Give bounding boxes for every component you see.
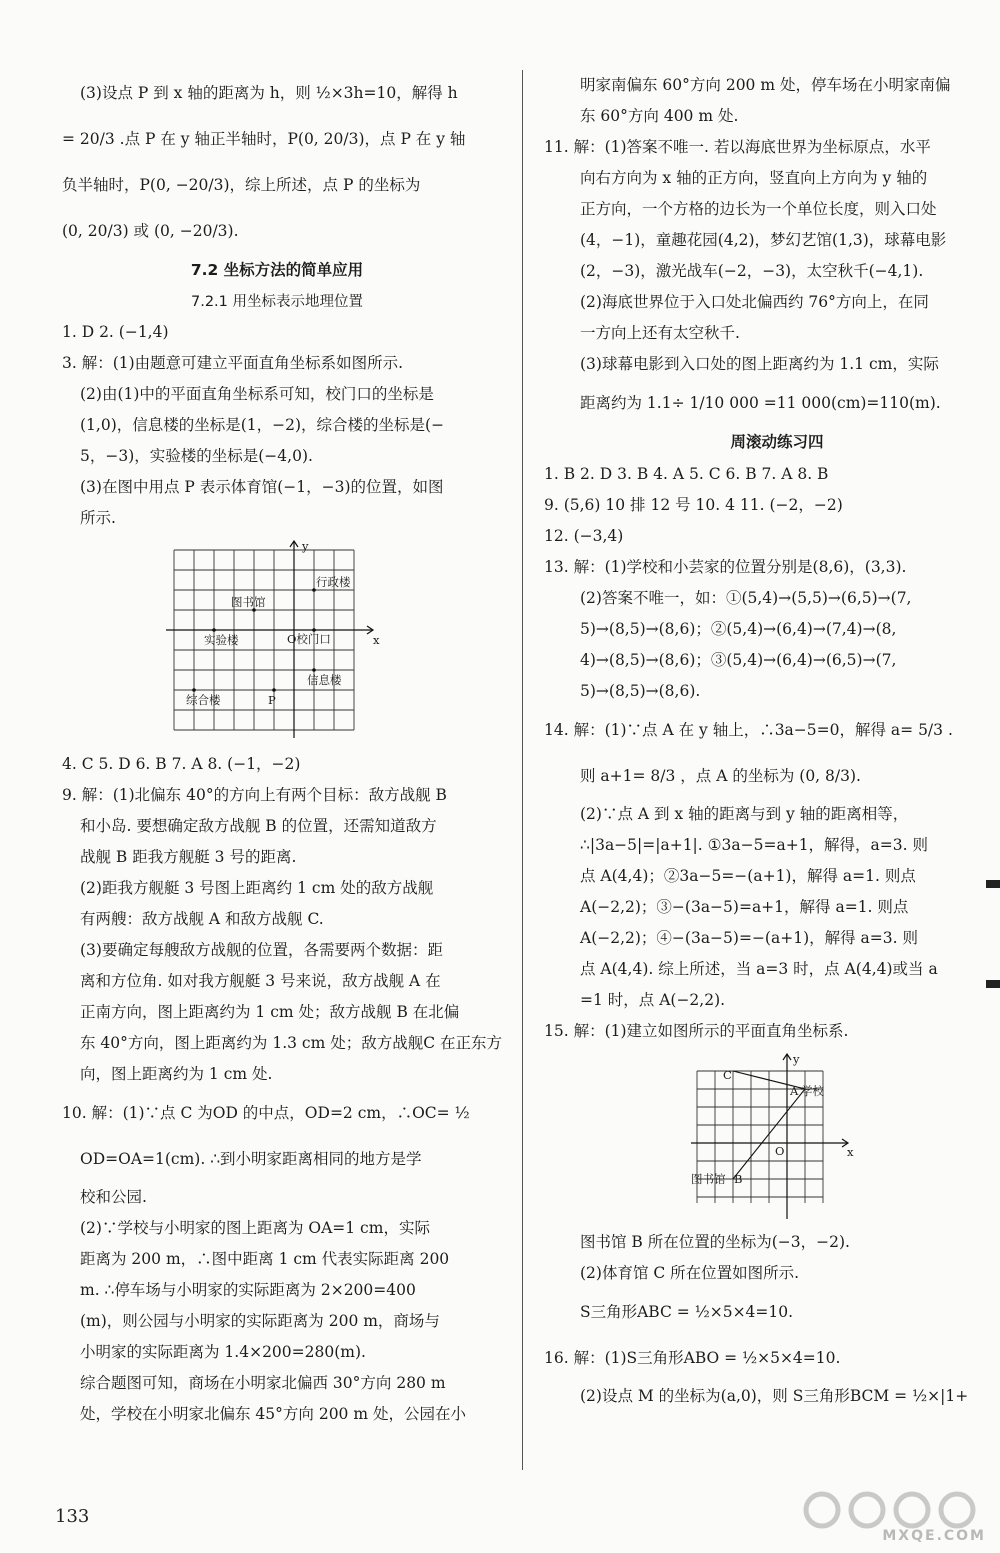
- answer-line: 1. B 2. D 3. B 4. A 5. C 6. B 7. A 8. B: [544, 465, 829, 483]
- text-line: (2，−3)，激光战车(−2，−3)，太空秋千(−4,1).: [580, 262, 924, 280]
- axes: [691, 1054, 848, 1219]
- text-line: (1,0)，信息楼的坐标是(1，−2)，综合楼的坐标是(−: [80, 416, 445, 434]
- column-divider: [522, 70, 523, 1470]
- text-line: (4，−1)，童趣花园(4,2)，梦幻艺馆(1,3)，球幕电影: [580, 231, 947, 249]
- text-line: 一方向上还有太空秋千.: [580, 324, 740, 342]
- text-line: 向，图上距离约为 1 cm 处.: [80, 1065, 273, 1083]
- text-line: 距离为 200 m，∴图中距离 1 cm 代表实际距离 200: [80, 1250, 450, 1268]
- text-line: (2)∵学校与小明家的图上距离为 OA=1 cm，实际: [80, 1219, 430, 1237]
- text-line: (3)球幕电影到入口处的图上距离约为 1.1 cm，实际: [580, 355, 939, 373]
- text-line: (2)体育馆 C 所在位置如图所示.: [580, 1264, 800, 1282]
- text-line: 小明家的实际距离为 1.4×200=280(m).: [80, 1343, 366, 1361]
- answer-line: 9. 解：(1)北偏东 40°的方向上有两个目标：敌方战舰 B: [62, 786, 447, 804]
- text-line: (3)要确定每艘敌方战舰的位置，各需要两个数据：距: [80, 941, 443, 959]
- answer-line: 13. 解：(1)学校和小芸家的位置分别是(8,6)，(3,3).: [544, 558, 907, 576]
- y-axis-label: y: [793, 1053, 800, 1066]
- text-line: 点 A(4,4)；②3a−5=−(a+1)，解得 a=1. 则点: [580, 867, 916, 885]
- text-line: = 20/3 .点 P 在 y 轴正半轴时，P(0, 20/3)，点 P 在 y 轴: [62, 130, 466, 148]
- coordinate-figure: [687, 1053, 867, 1223]
- right-column: [544, 70, 992, 1412]
- x-axis-label: x: [373, 633, 380, 647]
- label-library: 图书馆: [691, 1172, 726, 1186]
- text-line: 校和公园.: [80, 1188, 147, 1206]
- label-library: 图书馆: [231, 595, 266, 609]
- label-point-c: C: [723, 1068, 732, 1082]
- page-number: 133: [55, 1506, 90, 1527]
- text-line: OD=OA=1(cm). ∴到小明家距离相同的地方是学: [80, 1150, 422, 1168]
- text-line: (m)，则公园与小明家的实际距离为 200 m，商场与: [80, 1312, 440, 1330]
- text-line: 东 40°方向，图上距离约为 1.3 cm 处；敌方战舰C 在正东方: [80, 1034, 502, 1052]
- label-point-p: P: [268, 693, 276, 707]
- edge-tab-mark: [986, 880, 1000, 888]
- text-line: ∴|3a−5|=|a+1|. ①3a−5=a+1，解得，a=3. 则: [580, 836, 929, 854]
- text-line: 有两艘：敌方战舰 A 和敌方战舰 C.: [80, 910, 324, 928]
- label-info-building: 信息楼: [307, 673, 342, 687]
- text-line: (2)距我方舰艇 3 号图上距离约 1 cm 处的敌方战舰: [80, 879, 434, 897]
- text-line: 5)→(8,5)→(8,6).: [580, 682, 701, 700]
- section-title: 7.2 坐标方法的简单应用: [190, 261, 364, 279]
- text-line: (2)答案不唯一，如：①(5,4)→(5,5)→(6,5)→(7,: [580, 589, 912, 607]
- text-line: (3)设点 P 到 x 轴的距离为 h，则 ½×3h=10，解得 h: [80, 84, 458, 102]
- text-line: 5，−3)，实验楼的坐标是(−4,0).: [80, 447, 313, 465]
- text-line: (2)∵点 A 到 x 轴的距离与到 y 轴的距离相等，: [580, 805, 909, 823]
- label-point-b: B: [734, 1172, 743, 1186]
- text-line: 则 a+1= 8/3 ，点 A 的坐标为 (0, 8/3).: [580, 767, 861, 785]
- text-line: 综合题图可知，商场在小明家北偏西 30°方向 280 m: [80, 1374, 446, 1392]
- text-line: 所示.: [80, 509, 116, 527]
- text-line: 负半轴时，P(0, −20/3)，综上所述，点 P 的坐标为: [62, 176, 421, 194]
- left-column: [62, 70, 502, 1430]
- text-line: 正方向，一个方格的边长为一个单位长度，则入口处: [580, 200, 937, 218]
- y-axis-label: y: [302, 540, 309, 553]
- subsection-title: 7.2.1 用坐标表示地理位置: [190, 294, 363, 310]
- x-axis-label: x: [847, 1145, 854, 1159]
- answer-line: 11. 解：(1)答案不唯一. 若以海底世界为坐标原点，水平: [544, 138, 931, 156]
- text-line: 离和方位角. 如对我方舰艇 3 号来说，敌方战舰 A 在: [80, 972, 441, 990]
- text-line: 处，学校在小明家北偏东 45°方向 200 m 处，公园在小: [80, 1405, 466, 1423]
- text-line: 向右方向为 x 轴的正方向，竖直向上方向为 y 轴的: [580, 169, 928, 187]
- text-line: =1 时，点 A(−2,2).: [580, 991, 726, 1009]
- text-line: 图书馆 B 所在位置的坐标为(−3，−2).: [580, 1233, 850, 1251]
- text-line: (3)在图中用点 P 表示体育馆(−1，−3)的位置，如图: [80, 478, 444, 496]
- label-lab-building: 实验楼: [204, 633, 239, 647]
- answer-line: 16. 解：(1)S三角形ABO = ½×5×4=10.: [544, 1349, 841, 1367]
- campus-map-figure: [162, 540, 392, 745]
- edge-tab-mark: [986, 980, 1000, 988]
- text-line: 4)→(8,5)→(8,6)；③(5,4)→(6,4)→(6,5)→(7,: [580, 651, 897, 669]
- section-title: 周滚动练习四: [730, 433, 824, 451]
- text-line: (2)设点 M 的坐标为(a,0)，则 S三角形BCM = ½×|1+: [580, 1387, 969, 1405]
- answer-line: 3. 解：(1)由题意可建立平面直角坐标系如图所示.: [62, 354, 404, 372]
- text-line: S三角形ABC = ½×5×4=10.: [580, 1303, 794, 1321]
- text-line: 5)→(8,5)→(8,6)；②(5,4)→(6,4)→(7,4)→(8,: [580, 620, 897, 638]
- answer-line: 15. 解：(1)建立如图所示的平面直角坐标系.: [544, 1022, 849, 1040]
- label-origin: O: [775, 1144, 785, 1158]
- axes: [166, 541, 373, 738]
- label-administration: 行政楼: [316, 575, 351, 589]
- text-line: A(−2,2)；④−(3a−5)=−(a+1)，解得 a=3. 则: [580, 929, 918, 947]
- answer-line: 1. D 2. (−1,4): [62, 323, 169, 341]
- text-line: 和小岛. 要想确定敌方战舰 B 的位置，还需知道敌方: [80, 817, 437, 835]
- answer-line: 9. (5,6) 10 排 12 号 10. 4 11. (−2，−2): [544, 496, 843, 514]
- answer-line: 12. (−3,4): [544, 527, 624, 545]
- label-school-gate: O校门口: [287, 632, 331, 646]
- text-line: 点 A(4,4). 综上所述，当 a=3 时，点 A(4,4)或当 a: [580, 960, 938, 978]
- text-line: 明家南偏东 60°方向 200 m 处，停车场在小明家南偏: [580, 76, 951, 94]
- text-line: (2)由(1)中的平面直角坐标系可知，校门口的坐标是: [80, 385, 434, 403]
- label-complex-building: 综合楼: [186, 693, 221, 707]
- text-line: 东 60°方向 400 m 处.: [580, 107, 739, 125]
- answer-line: 4. C 5. D 6. B 7. A 8. (−1，−2): [62, 755, 301, 773]
- text-line: A(−2,2)；③−(3a−5)=a+1，解得 a=1. 则点: [580, 898, 909, 916]
- text-line: m. ∴停车场与小明家的实际距离为 2×200=400: [80, 1281, 416, 1299]
- watermark-text: MXQE.COM: [882, 1528, 986, 1544]
- text-line: (2)海底世界位于入口处北偏西约 76°方向上，在同: [580, 293, 929, 311]
- label-point-a: A: [790, 1084, 799, 1098]
- text-line: 距离约为 1.1÷ 1/10 000 =11 000(cm)=110(m).: [580, 394, 941, 412]
- text-line: 战舰 B 距我方舰艇 3 号的距离.: [80, 848, 297, 866]
- label-school: 学校: [801, 1084, 824, 1098]
- text-line: (0, 20/3) 或 (0, −20/3).: [62, 222, 239, 240]
- answer-line: 10. 解：(1)∵点 C 为OD 的中点，OD=2 cm，∴OC= ½: [62, 1104, 470, 1122]
- answer-line: 14. 解：(1)∵点 A 在 y 轴上，∴3a−5=0，解得 a= 5/3 .: [544, 721, 953, 739]
- text-line: 正南方向，图上距离约为 1 cm 处；敌方战舰 B 在北偏: [80, 1003, 460, 1021]
